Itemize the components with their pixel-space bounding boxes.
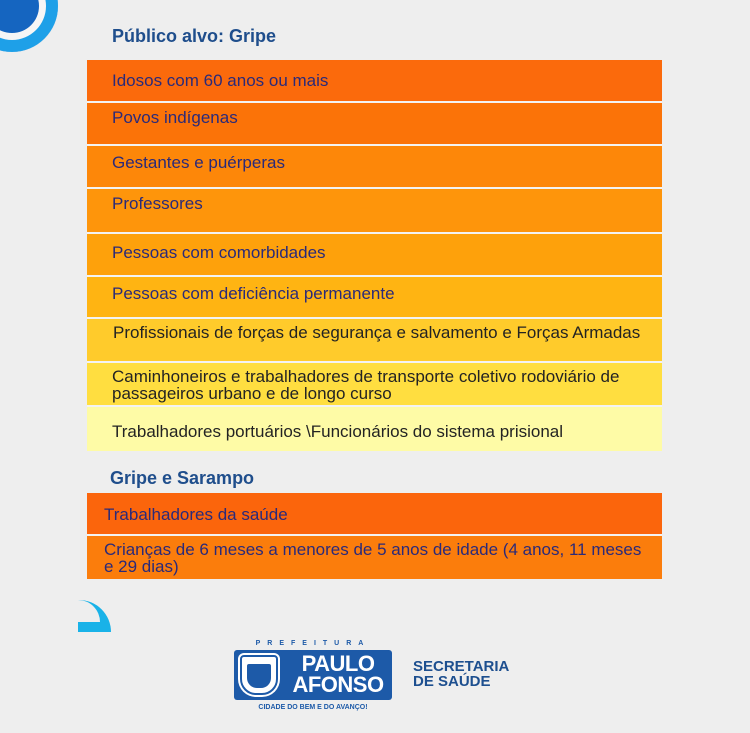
logo-box [234, 650, 392, 700]
list-item: Pessoas com deficiência permanente [87, 277, 662, 319]
corner-decoration [0, 0, 58, 52]
logo-tagline: CIDADE DO BEM E DO AVANÇO! [258, 704, 368, 711]
crest-icon [240, 655, 278, 695]
target-list-gripe-sarampo [87, 493, 662, 579]
section-title-gripe: Público alvo: Gripe [112, 26, 277, 46]
list-item: Professores [87, 189, 662, 234]
list-item: Gestantes e puérperas [87, 146, 662, 189]
target-list-gripe [87, 60, 662, 451]
section-title-gripe-sarampo: Gripe e Sarampo [110, 468, 255, 488]
list-item: Pessoas com comorbidades [87, 234, 662, 277]
list-item: Trabalhadores portuários \Funcionários do sistema prisional [87, 407, 662, 451]
list-item: Caminhoneiros e trabalhadores de transporte coletivo rodoviário de passageiros urbano e de longo curso [87, 363, 662, 407]
prefeitura-label: PREFEITURA [255, 640, 371, 647]
list-item: Profissionais de forças de segurança e salvamento e Forças Armadas [87, 319, 662, 363]
list-item: Povos indígenas [87, 103, 662, 146]
list-item: Trabalhadores da saúde [87, 493, 662, 536]
secretaria-label: SECRETARIA DE SAÚDE [413, 658, 510, 690]
logo-city-name: PAULO AFONSO [292, 651, 384, 697]
list-item: Crianças de 6 meses a menores de 5 anos de idade (4 anos, 11 meses e 29 dias) [87, 536, 662, 579]
list-item: Idosos com 60 anos ou mais [87, 60, 662, 103]
quarter-circle-inner [78, 600, 100, 622]
